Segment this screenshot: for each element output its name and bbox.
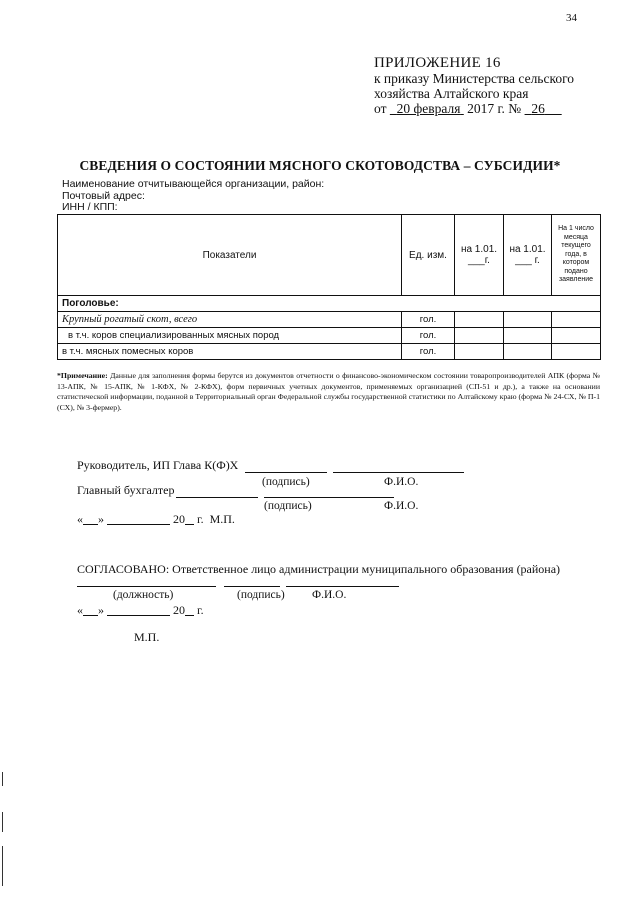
footnote-label: *Примечание:: [57, 371, 108, 380]
cell-date-1[interactable]: [455, 328, 504, 344]
accountant-signature-line[interactable]: [176, 497, 258, 498]
row-unit: гол.: [402, 312, 455, 328]
cell-date-2[interactable]: [504, 328, 552, 344]
approval-label: СОГЛАСОВАНО: Ответственное лицо администрации муниципального образования (района): [77, 562, 561, 576]
approval-fio-hint: Ф.И.О.: [312, 589, 347, 601]
head-fio-line[interactable]: [333, 472, 464, 473]
approval-signature-hint: (подпись): [237, 589, 285, 601]
header-date-2: на 1.01. ___ г.: [504, 215, 552, 296]
scan-edge-mark: [2, 812, 3, 832]
head-signature-line[interactable]: [245, 472, 327, 473]
appendix-year: 2017 г. №: [467, 101, 522, 116]
header-date-1: на 1.01. ___г.: [455, 215, 504, 296]
org-name-field[interactable]: Наименование отчитывающейся организации, район:: [62, 178, 325, 190]
indicators-table: [57, 214, 601, 360]
head-label: Руководитель, ИП Глава К(Ф)Х: [77, 458, 239, 472]
org-address-field[interactable]: Почтовый адрес:: [62, 189, 145, 202]
appendix-order-number: 26: [531, 101, 545, 116]
cell-current[interactable]: [552, 344, 601, 360]
approval-stamp-label: М.П.: [134, 630, 160, 644]
date-month-field[interactable]: [107, 512, 170, 526]
cell-current[interactable]: [552, 328, 601, 344]
table-header-row: [58, 215, 601, 296]
cell-current[interactable]: [552, 312, 601, 328]
row-label: Крупный рогатый скот, всего: [58, 312, 402, 328]
table-row: [58, 344, 601, 360]
appendix-line-1: к приказу Министерства сельского: [374, 71, 575, 86]
cell-date-1[interactable]: [455, 344, 504, 360]
table-section-row: [58, 296, 601, 312]
appendix-date: 20 февраля: [396, 101, 461, 116]
appendix-title: ПРИЛОЖЕНИЕ 16: [374, 55, 501, 71]
cell-date-2[interactable]: [504, 344, 552, 360]
accountant-signature-hint: (подпись): [264, 500, 312, 512]
date-line: « » 20 г. М.П.: [77, 512, 235, 526]
scan-edge-mark: [2, 846, 3, 886]
org-fields: [62, 179, 324, 214]
accountant-fio-hint: Ф.И.О.: [384, 500, 419, 512]
header-unit: Ед. изм.: [402, 215, 455, 296]
row-label: в т.ч. мясных помесных коров: [58, 344, 402, 360]
cell-date-2[interactable]: [504, 312, 552, 328]
cell-date-1[interactable]: [455, 312, 504, 328]
approval-date-line: « » 20 г.: [77, 603, 204, 617]
accountant-label: Главный бухгалтер: [77, 483, 175, 497]
page-number: 34: [566, 12, 577, 24]
org-inn-field[interactable]: ИНН / КПП:: [62, 201, 118, 213]
approval-position-line[interactable]: [77, 586, 216, 587]
appendix-date-prefix: от: [374, 101, 387, 116]
approval-position-hint: (должность): [113, 589, 174, 601]
section-livestock: Поголовье:: [58, 296, 601, 312]
appendix-date-line: [374, 101, 574, 116]
row-label: в т.ч. коров специализированных мясных пород: [58, 328, 402, 344]
table-row: [58, 312, 601, 328]
approval-date-year-field[interactable]: [185, 603, 194, 617]
scan-edge-mark: [2, 772, 3, 786]
appendix-line-2: хозяйства Алтайского края: [374, 86, 529, 101]
approval-date-month-field[interactable]: [107, 603, 170, 617]
approval-fio-line[interactable]: [286, 586, 399, 587]
form-title: СВЕДЕНИЯ О СОСТОЯНИИ МЯСНОГО СКОТОВОДСТВА – СУБСИДИИ*: [79, 158, 561, 173]
date-day-field[interactable]: [83, 512, 98, 526]
stamp-label: М.П.: [209, 512, 235, 526]
appendix-header: [374, 56, 574, 116]
header-current-month: На 1 число месяца текущего года, в котором подано заявление: [552, 215, 601, 296]
accountant-fio-line[interactable]: [264, 497, 394, 498]
date-year-field[interactable]: [185, 512, 194, 526]
header-indicator: Показатели: [58, 215, 402, 296]
footnote-text: Данные для заполнения формы берутся из документов отчетности о финансово-экономическом состоянии товаропроизводителей АПК (форма № 13-АПК, № 15-АПК, № 1-КФХ, № 2-КФХ), форм первичных учетных документов, применяемых организацией (СП-51 и др.), а также на основании статистической информации, поданной в Территориальный орган Федеральной службы государственной статистики по Алтайскому краю (форма № 24-СХ, № П-1 (СХ), № 3-фермер).: [57, 371, 600, 412]
row-unit: гол.: [402, 344, 455, 360]
head-signature-hint: (подпись): [262, 476, 310, 488]
approval-date-day-field[interactable]: [83, 603, 98, 617]
table-row: [58, 328, 601, 344]
footnote: [57, 371, 600, 413]
row-unit: гол.: [402, 328, 455, 344]
head-fio-hint: Ф.И.О.: [384, 476, 419, 488]
approval-signature-line[interactable]: [224, 586, 280, 587]
